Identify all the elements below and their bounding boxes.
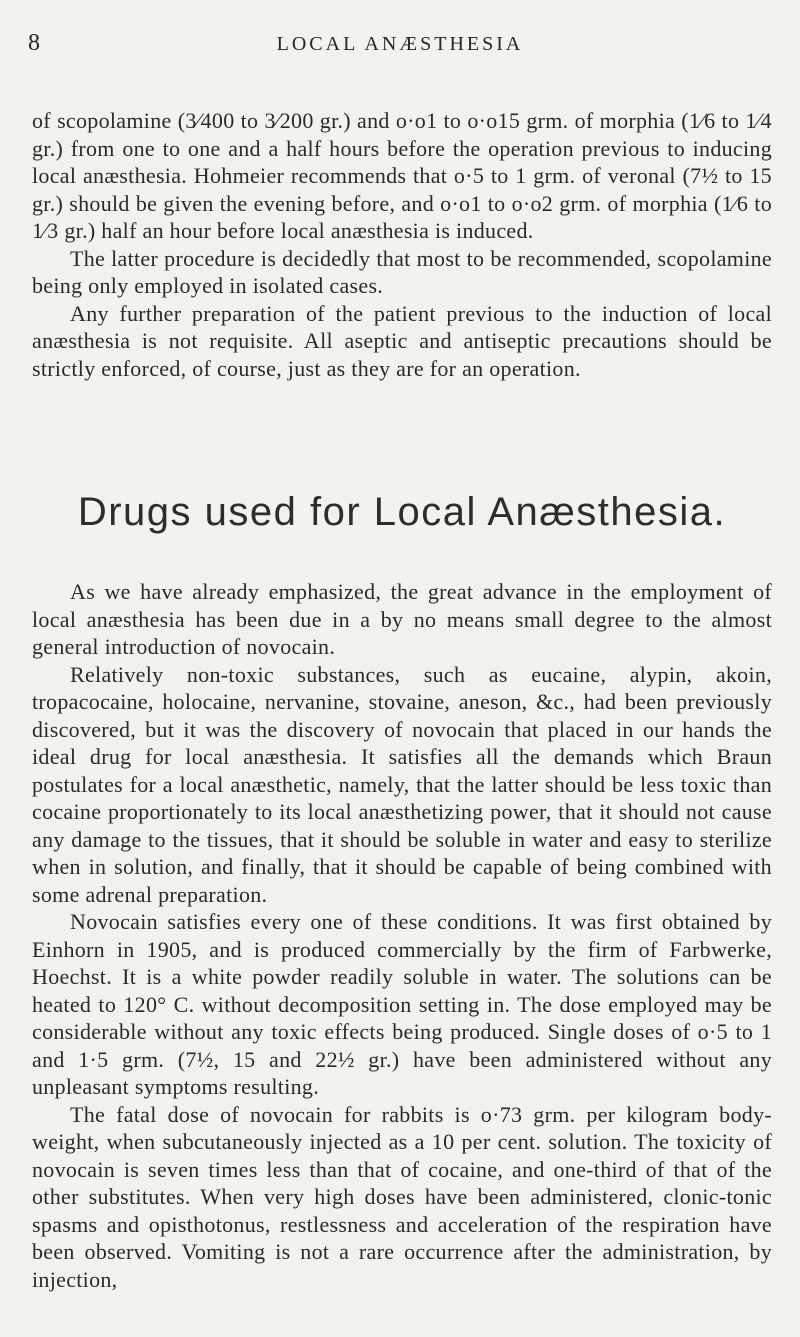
paragraph-scopolamine-dosage: of scopolamine (3⁄400 to 3⁄200 gr.) and o·o1 to o·o15 grm. of morphia (1⁄6 to 1⁄4 gr.) from one to one and a half hours before the operation previous to inducing local anæsthesia. Hohmeier recommends that o·5 to 1 grm. of veronal (7½ to 15 gr.) should be given the evening before, and o·o1 to o·o2 grm. of morphia (1⁄6 to 1⁄3 gr.) half an hour before local anæsthesia is induced. xyxy=(32,108,772,243)
paragraph-further-preparation: Any further preparation of the patient previous to the induction of local anæsthesia is not requisite. All aseptic and antiseptic precautions should be strictly enforced, of course, just as they are for an operation. xyxy=(32,300,772,381)
paragraph-fatal-dose: The fatal dose of novocain for rabbits is o·73 grm. per kilogram body-weight, when subcutaneously injected as a 10 per cent. solution. The toxicity of novocain is seven times less than that of cocaine, and one-third of that of the other substitutes. When very high doses have been administered, clonic-tonic spasms and opisthotonus, restlessness and acceleration of the respiration have been observed. Vomiting is not a rare occurrence after the administration, by injection, xyxy=(32,1101,772,1292)
running-head xyxy=(0,0,800,80)
paragraph-novocain-conditions: Novocain satisfies every one of these conditions. It was first obtained by Einhorn in 1905, and is produced commercially by the firm of Farbwerke, Hoechst. It is a white powder readily soluble in water. The solutions can be heated to 120° C. without decomposition setting in. The dose employed may be considerable without any toxic effects being produced. Single doses of o·5 to 1 and 1·5 grm. (7½, 15 and 22½ gr.) have been administered without any unpleasant symptoms resulting. xyxy=(32,909,772,1099)
section-heading: Drugs used for Local Anæsthesia. xyxy=(77,490,727,534)
running-title: LOCAL ANÆSTHESIA xyxy=(276,33,524,55)
paragraph-latter-procedure: The latter procedure is decidedly that most to be recommended, scopolamine being only employed in isolated cases. xyxy=(32,245,772,298)
paragraph-novocain-introduction: As we have already emphasized, the great advance in the employment of local anæsthesia has been due in a by no means small degree to the almost general introduction of novocain. xyxy=(32,579,772,659)
drugs-text-block xyxy=(32,578,772,1293)
page-number: 8 xyxy=(28,30,41,56)
intro-text-block xyxy=(32,107,772,382)
paragraph-substitutes: Relatively non-toxic substances, such as eucaine, alypin, akoin, tropacocaine, holocaine, nervanine, stovaine, aneson, &c., had been previously discovered, but it was the discovery of novocain that placed in our hands the ideal drug for local anæsthesia. It satisfies all the demands which Braun postulates for a local anæsthetic, namely, that the latter should be less toxic than cocaine proportionately to its local anæsthetizing power, that it should not cause any damage to the tissues, that it should be soluble in water and easy to sterilize when in solution, and finally, that it should be capable of being combined with some adrenal preparation. xyxy=(32,661,772,907)
